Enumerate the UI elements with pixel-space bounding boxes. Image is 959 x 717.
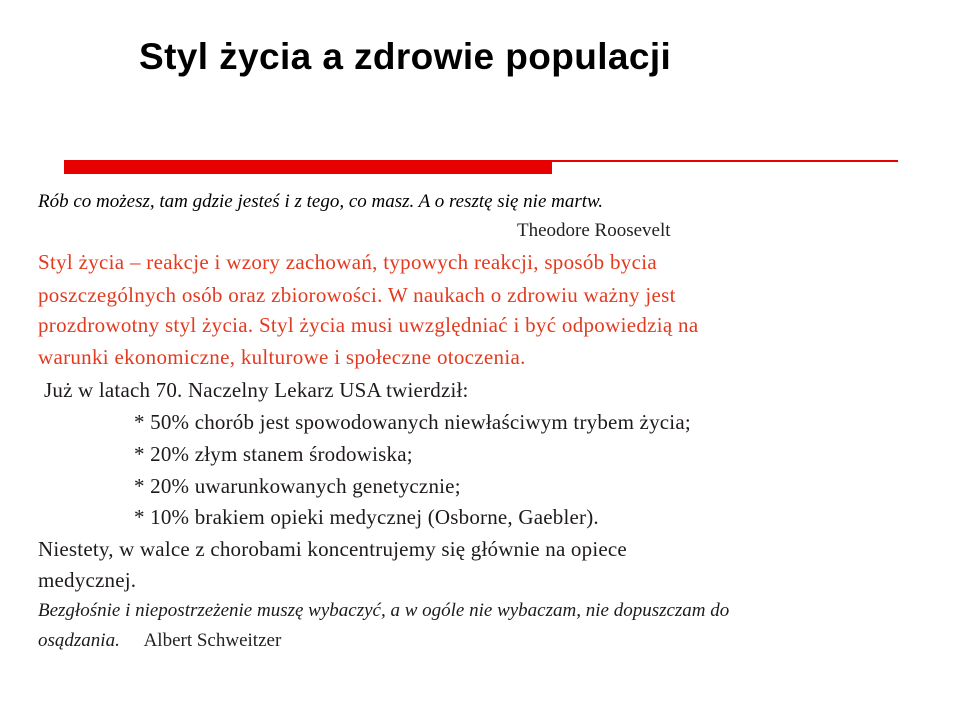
schweitzer-author: Albert Schweitzer: [143, 630, 282, 651]
factor-item: * 50% chorób jest spowodowanych niewłaściwym trybem życia;: [134, 410, 691, 434]
conclusion-line: medycznej.: [38, 568, 137, 592]
definition-line: prozdrowotny styl życia. Styl życia musi uwzględniać i być odpowiedzią na: [38, 313, 699, 337]
factor-item: * 10% brakiem opieki medycznej (Osborne, Gaebler).: [134, 505, 599, 529]
slide-title: Styl życia a zdrowie populacji: [139, 36, 672, 77]
schweitzer-quote-tail: osądzania.: [38, 630, 120, 651]
roosevelt-quote: Rób co możesz, tam gdzie jesteś i z tego, co masz. A o resztę się nie martw.: [38, 191, 604, 212]
conclusion-line: Niestety, w walce z chorobami koncentrujemy się głównie na opiece: [38, 537, 627, 561]
title-underline-bar: [64, 160, 552, 174]
intro-text: Już w latach 70. Naczelny Lekarz USA twierdził:: [44, 378, 469, 402]
schweitzer-quote-line: Bezgłośnie i niepostrzeżenie muszę wybaczyć, a w ogóle nie wybaczam, nie dopuszczam do: [38, 600, 730, 621]
definition-line: warunki ekonomiczne, kulturowe i społeczne otoczenia.: [38, 345, 526, 369]
definition-line: Styl życia – reakcje i wzory zachowań, typowych reakcji, sposób bycia: [38, 250, 657, 274]
roosevelt-author: Theodore Roosevelt: [517, 220, 671, 241]
definition-line: poszczególnych osób oraz zbiorowości. W naukach o zdrowiu ważny jest: [38, 283, 676, 307]
factor-item: * 20% złym stanem środowiska;: [134, 442, 413, 466]
schweitzer-quote-end: [38, 630, 281, 652]
factor-item: * 20% uwarunkowanych genetycznie;: [134, 474, 461, 498]
title-underline-rule: [552, 160, 898, 162]
